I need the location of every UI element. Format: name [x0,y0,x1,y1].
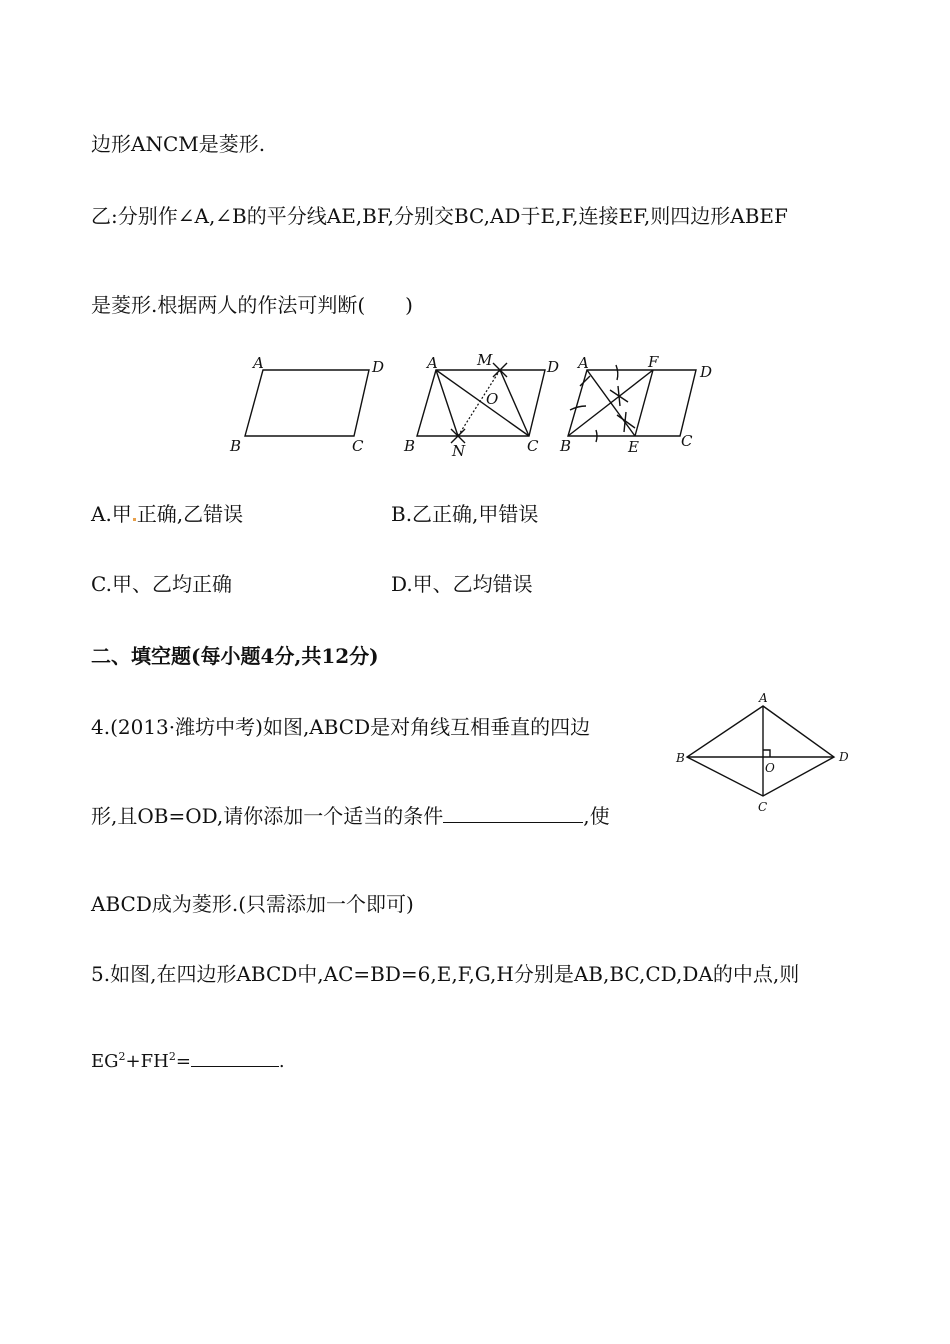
label-c: C [758,800,768,814]
figure-kite [668,690,858,820]
q4-line-1: 4.(2013·潍坊中考)如图,ABCD是对角线互相垂直的四边 [91,715,591,739]
label-o: O [486,390,499,408]
label-f: F [648,353,659,371]
segment-an [436,370,458,436]
q5-fh: +FH [125,1051,169,1072]
label-e: E [628,438,639,456]
q4-line-2-text: 形,且OB=OD,请你添加一个适当的条件 [91,804,444,828]
q4-answer-blank [443,804,583,823]
label-b: B [560,437,572,455]
q5-sup-2: 2 [168,1050,176,1063]
label-b: B [676,751,685,765]
parallelogram-shape [417,370,545,436]
label-d: D [700,363,713,381]
option-b: B.乙正确,甲错误 [391,502,539,526]
option-a [91,498,243,527]
quadrilateral-abcd [687,706,834,796]
label-a: A [427,354,438,372]
arc-mark-2 [570,406,586,410]
text-line-3: 是菱形.根据两人的作法可判断( ) [91,293,413,317]
q4-line-2-end: ,使 [583,804,610,828]
section-heading: 二、填空题(每小题4分,共12分) [91,644,379,668]
label-a: A [253,354,264,372]
label-n: N [452,442,466,460]
highlight-mark [133,518,136,521]
label-d: D [547,358,560,376]
q5-line-1: 5.如图,在四边形ABCD中,AC=BD=6,E,F,G,H分别是AB,BC,CD,DA的中点,则 [91,962,800,986]
q5-eq: = [175,1051,191,1072]
option-a-suffix: 正确,乙错误 [136,502,244,526]
right-angle-mark [763,750,770,757]
figure-construction-yi [560,350,730,465]
q5-end: . [278,1051,285,1072]
label-o: O [765,761,775,775]
label-c: C [527,437,539,455]
figure-construction-jia [400,350,570,465]
option-d: D.甲、乙均错误 [391,572,533,596]
q4-line-2 [91,800,610,829]
label-m: M [477,351,493,369]
label-d: D [839,750,849,764]
arc-mark-4 [616,365,618,380]
parallelogram-shape [245,370,369,436]
label-b: B [230,437,242,455]
segment-fe [635,370,653,436]
label-c: C [681,432,693,450]
q5-line-2 [91,1048,285,1072]
option-a-prefix: A.甲 [91,502,132,526]
label-a: A [759,691,768,705]
q5-eg: EG [91,1051,119,1072]
q5-sup-1: 2 [118,1050,126,1063]
q5-answer-blank [191,1048,279,1067]
q4-line-3: ABCD成为菱形.(只需添加一个即可) [91,892,414,916]
label-c: C [352,437,364,455]
bisector-bf [568,370,653,436]
label-d: D [372,358,385,376]
label-b: B [404,437,416,455]
figure-parallelogram [225,350,395,460]
cross-mark-1 [610,386,628,406]
text-line-1: 边形ANCM是菱形. [91,132,266,156]
text-line-2: 乙:分别作∠A,∠B的平分线AE,BF,分别交BC,AD于E,F,连接EF,则四边形ABEF [91,204,788,228]
option-c: C.甲、乙均正确 [91,572,232,596]
label-a: A [578,354,589,372]
